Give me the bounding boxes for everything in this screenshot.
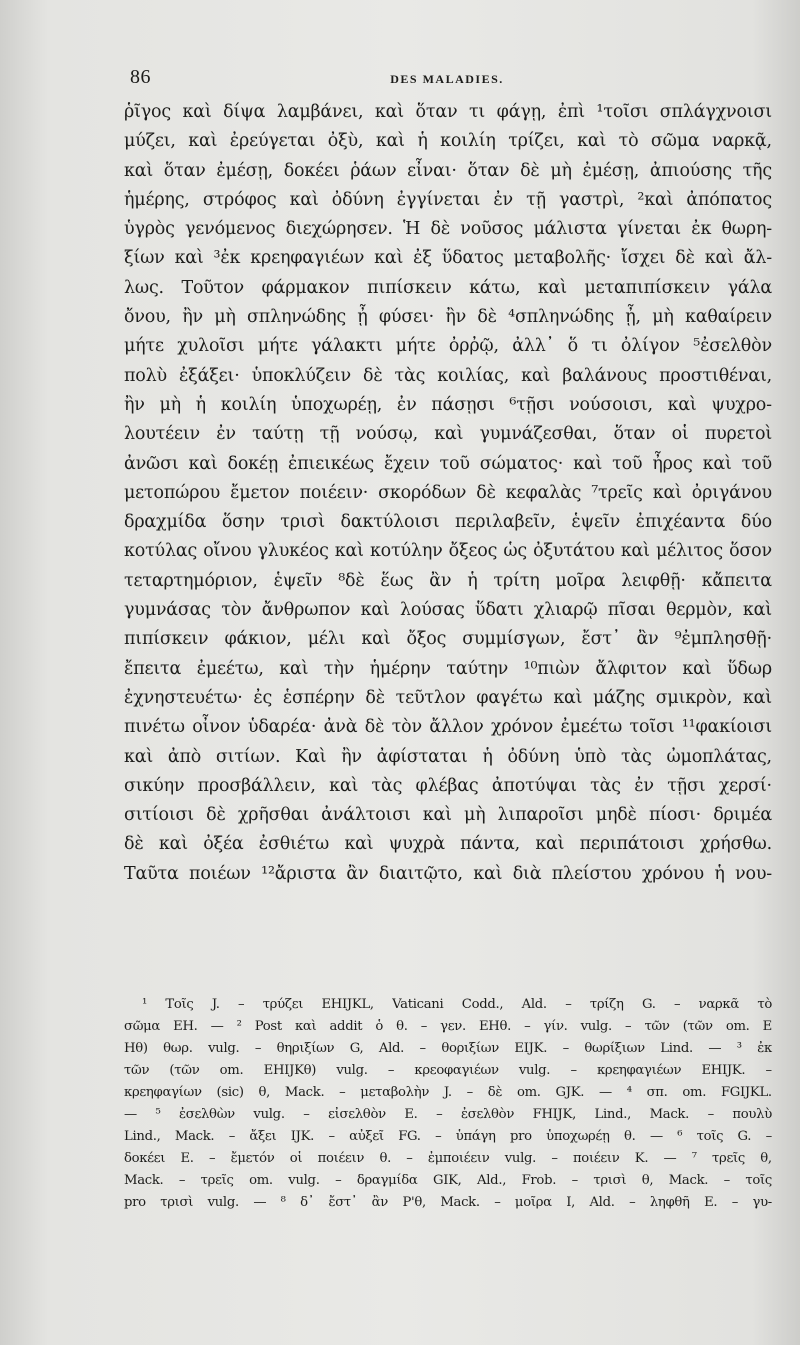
body-text-line: γυμνάσας τὸν ἄνθρωπον καὶ λούσας ὕδατι χλιαρῷ πῖσαι θερμὸν, καὶ (124, 600, 772, 621)
body-text-line: σιτίοισι δὲ χρῆσθαι ἀνάλτοισι καὶ μὴ λιπαροῖσι μηδὲ πίοσι· δριμέα (124, 805, 772, 826)
body-text-line: ἢν μὴ ἡ κοιλίη ὑποχωρέῃ, ἐν πάσῃσι ⁶τῇσι νούσοισι, καὶ ψυχρο- (124, 394, 772, 415)
body-text-line: ὑγρὸς γενόμενος διεχώρησεν. Ἡ δὲ νοῦσος μάλιστα γίνεται ἐκ θωρη- (124, 219, 772, 240)
body-text-line: ἔπειτα ἐμεέτω, καὶ τὴν ἡμέρην ταύτην ¹⁰πιὼν ἄλφιτον καὶ ὕδωρ (124, 658, 772, 679)
body-text-line: πιπίσκειν φάκιον, μέλι καὶ ὄξος συμμίσγων, ἔστ᾿ ἂν ⁹ἐμπλησθῇ· (124, 629, 772, 650)
footnote-line: τῶν (τῶν om. EHIJKθ) vulg. – κρεοφαγιέων vulg. – κρεηφαγιέων EHIJK. – (124, 1063, 772, 1078)
body-text-line: ξίων καὶ ³ἐκ κρεηφαγιέων καὶ ἐξ ὕδατος μεταβολῆς· ἴσχει δὲ καὶ ἄλ- (124, 248, 772, 269)
body-text-line: ῥῖγος καὶ δίψα λαμβάνει, καὶ ὅταν τι φάγῃ, ἐπὶ ¹τοῖσι σπλάγχνοισι (124, 102, 772, 122)
body-text-line: ἡμέρης, στρόφος καὶ ὀδύνη ἐγγίνεται ἐν τῇ γαστρὶ, ²καὶ ἀπόπατος (124, 189, 772, 210)
footnote-line: σῶμα EH. — ² Post καὶ addit ὁ θ. – γεν. EHθ. – γίν. vulg. – τῶν (τῶν om. E (124, 1019, 772, 1034)
footnote-line: pro τρισὶ vulg. — ⁸ δ᾿ ἔστ᾿ ἂν P'θ, Mack. – μοῖρα I, Ald. – ληφθῆ E. – γυ- (124, 1195, 772, 1210)
body-text-line: μύζει, καὶ ἐρεύγεται ὀξὺ, καὶ ἡ κοιλίη τρίζει, καὶ τὸ σῶμα ναρκᾷ, (124, 131, 772, 152)
footnotes-block (124, 994, 772, 1214)
main-text-block (124, 98, 772, 889)
footnote-line: Lind., Mack. – ἄξει IJK. – αὐξεῖ FG. – ὑπάγη pro ὑποχωρέῃ θ. — ⁶ τοῖς G. – (124, 1129, 772, 1144)
body-text-line: δὲ καὶ ὀξέα ἐσθιέτω καὶ ψυχρὰ πάντα, καὶ περιπάτοισι χρήσθω. (124, 834, 772, 855)
body-text-line: κοτύλας οἴνου γλυκέος καὶ κοτύλην ὄξεος ὡς ὀξυτάτου καὶ μέλιτος ὅσον (124, 541, 772, 562)
body-text-line: λως. Τοῦτον φάρμακον πιπίσκειν κάτω, καὶ μεταπιπίσκειν γάλα (124, 277, 772, 298)
body-text-line: πινέτω οἶνον ὑδαρέα· ἀνὰ δὲ τὸν ἄλλον χρόνον ἐμεέτω τοῖσι ¹¹φακίοισι (124, 717, 772, 738)
footnote-line: — ⁵ ἐσελθὼν vulg. – εἰσελθὸν E. – ἐσελθὸν FHIJK, Lind., Mack. – πουλὺ (124, 1107, 772, 1122)
body-text-line: μήτε χυλοῖσι μήτε γάλακτι μήτε ὀρῤῷ, ἀλλ᾿ ὅ τι ὀλίγον ⁵ἐσελθὸν (124, 336, 772, 357)
footnote-line: δοκέει E. – ἔμετόν οἱ ποιέειν θ. – ἐμποιέειν vulg. – ποιέειν K. — ⁷ τρεῖς θ, (124, 1151, 772, 1166)
body-text-line: ἀνῶσι καὶ δοκέῃ ἐπιεικέως ἔχειν τοῦ σώματος· καὶ τοῦ ἦρος καὶ τοῦ (124, 453, 772, 474)
page-header (124, 66, 770, 90)
body-text-line: καὶ ὅταν ἐμέσῃ, δοκέει ῥάων εἶναι· ὅταν δὲ μὴ ἐμέσῃ, ἀπιούσης τῆς (124, 160, 772, 181)
page-number: 86 (130, 66, 151, 88)
footnote-line: Mack. – τρεῖς om. vulg. – δραγμίδα GIK, Ald., Frob. – τρισὶ θ, Mack. – τοῖς (124, 1173, 772, 1188)
footnote-line: ¹ Τοῖς J. – τρύζει EHIJKL, Vaticani Codd., Ald. – τρίζη G. – ναρκᾶ τὸ (142, 997, 772, 1012)
body-text-line: λουτέειν ἐν ταύτῃ τῇ νούσῳ, καὶ γυμνάζεσθαι, ὅταν οἱ πυρετοὶ (124, 424, 772, 445)
running-head: DES MALADIES. (390, 72, 504, 86)
body-text-line: ἐχνηστευέτω· ἐς ἑσπέρην δὲ τεῦτλον φαγέτω καὶ μάζης σμικρὸν, καὶ (124, 687, 772, 708)
body-text-line: Ταῦτα ποιέων ¹²ἄριστα ἂν διαιτῷτο, καὶ διὰ πλείστου χρόνου ἡ νου- (124, 863, 772, 884)
footnote-line: κρεηφαγίων (sic) θ, Mack. – μεταβολὴν J. – δὲ om. GJK. — ⁴ σπ. om. FGIJKL. (124, 1085, 772, 1100)
body-text-line: ὄνου, ἢν μὴ σπληνώδης ᾖ φύσει· ἢν δὲ ⁴σπληνώδης ᾖ, μὴ καθαίρειν (124, 307, 772, 328)
body-text-line: δραχμίδα ὅσην τρισὶ δακτύλοισι περιλαβεῖν, ἑψεῖν ἐπιχέαντα δύο (124, 512, 772, 533)
body-text-line: μετοπώρου ἔμετον ποιέειν· σκορόδων δὲ κεφαλὰς ⁷τρεῖς καὶ ὀριγάνου (124, 482, 772, 503)
footnote-line: Hθ) θωρ. vulg. – θηριξίων G, Ald. – θοριξίων EIJK. – θωρίξιων Lind. — ³ ἐκ (124, 1041, 772, 1056)
body-text-line: τεταρτημόριον, ἑψεῖν ⁸δὲ ἕως ἂν ἡ τρίτη μοῖρα λειφθῇ· κἄπειτα (124, 570, 772, 591)
body-text-line: σικύην προσβάλλειν, καὶ τὰς φλέβας ἀποτύψαι τὰς ἐν τῇσι χερσί· (124, 775, 772, 796)
body-text-line: καὶ ἀπὸ σιτίων. Καὶ ἢν ἀφίσταται ἡ ὀδύνη ὑπὸ τὰς ὠμοπλάτας, (124, 746, 772, 767)
body-text-line: πολὺ ἐξάξει· ὑποκλύζειν δὲ τὰς κοιλίας, καὶ βαλάνους προστιθέναι, (124, 365, 772, 386)
